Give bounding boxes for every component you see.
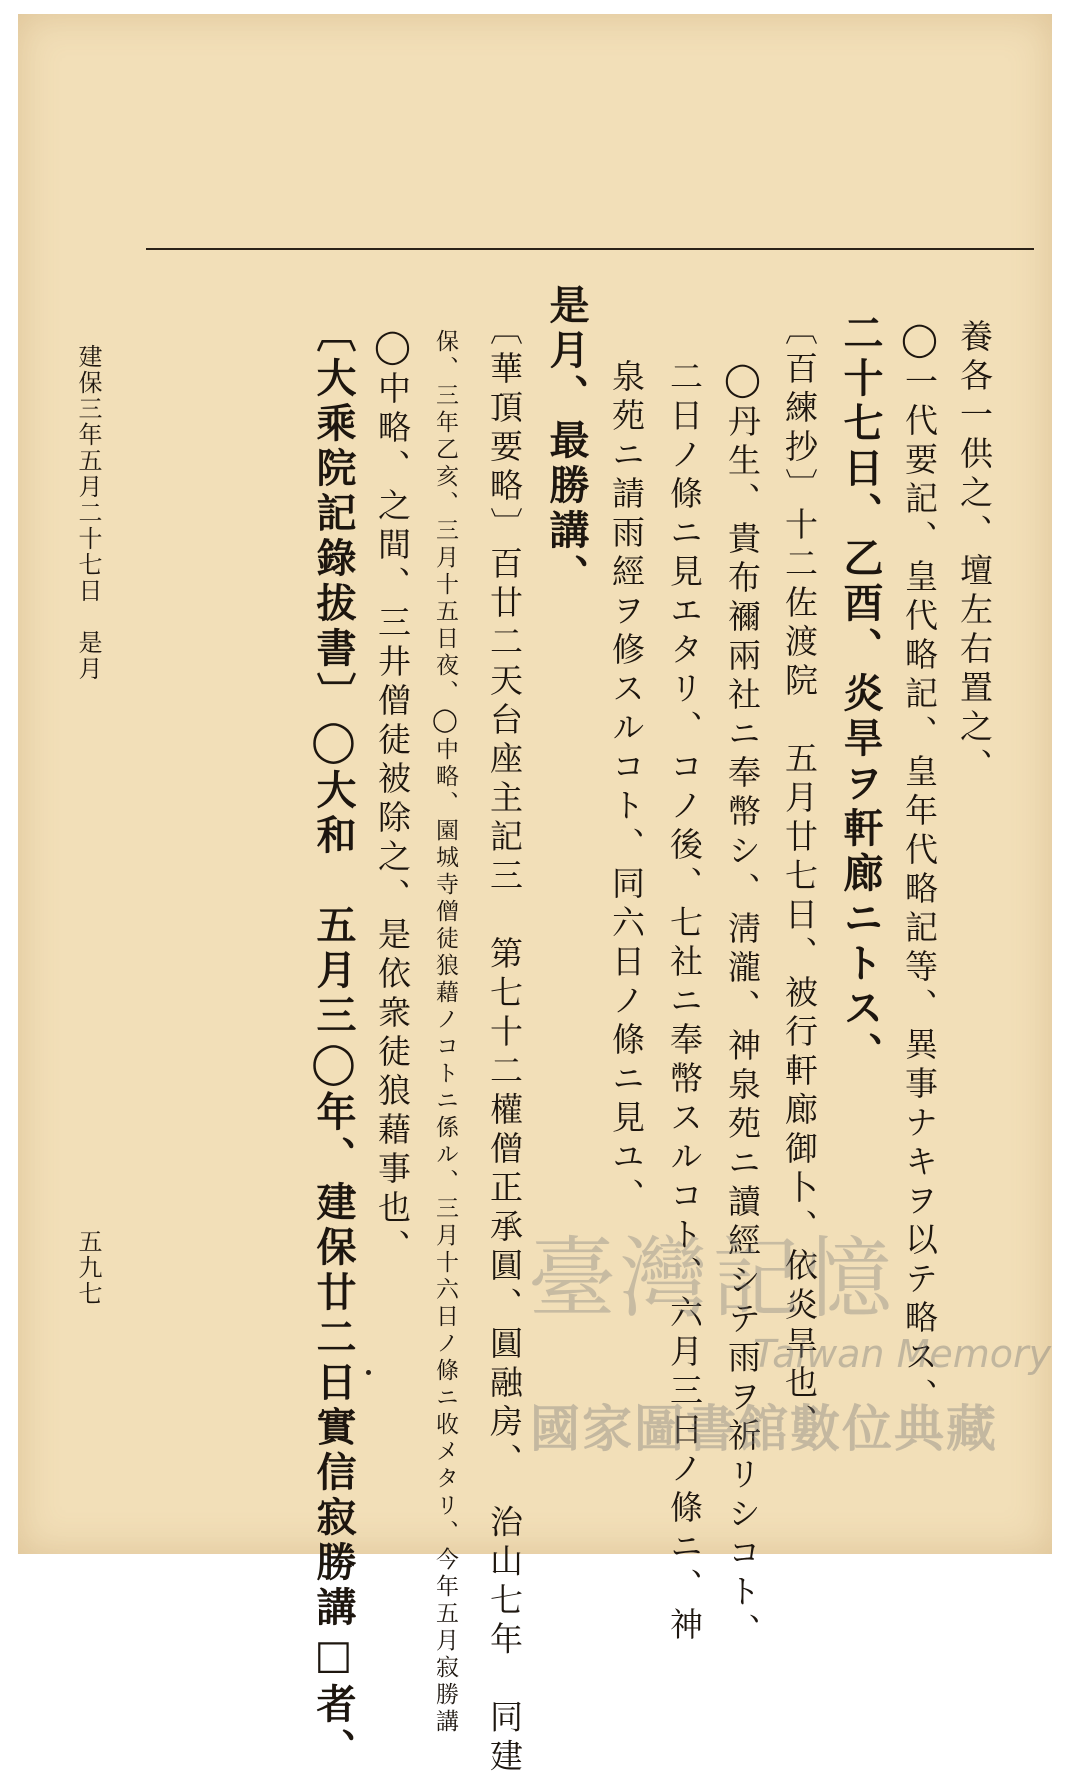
source-citation-column-3: 〔大乘院記錄拔書〕◯大和 五月三◯年、建保廿二日實信寂勝講□者、 <box>310 312 357 1773</box>
date-heading: 二十七日、乙酉、炎旱ヲ軒廊ニトス、 <box>837 312 884 1077</box>
running-head: 建保三年五月二十七日 是月 <box>74 344 102 682</box>
text-column-2: ◯一代要記、皇代略記、皇年代略記等、異事ナキヲ以テ略ス、 <box>900 319 939 1417</box>
watermark-english: Taiwan Memory <box>753 1332 1052 1376</box>
ink-dot <box>366 1370 371 1375</box>
source-citation-column-2: 〔華頂要略〕百廿二天台座主記三 第七十二權僧正承圓、圓融房、 治山七年 同建 <box>485 312 524 1778</box>
source-citation-column: 〔百練抄〕十二佐渡院 五月廿七日、被行軒廊御卜、依炎旱也、 <box>780 312 819 1443</box>
text-column-7: 泉苑ニ請雨經ヲ修スルコト、同六日ノ條ニ見ユ、 <box>607 359 646 1217</box>
page-number: 五九七 <box>74 1229 102 1307</box>
watermark-chinese: 臺灣記憶 <box>528 1227 897 1330</box>
text-column-6: 二日ノ條ニ見エタリ、コノ後、七社ニ奉幣スルコト、六月三日ノ條ニ、神 <box>665 359 704 1646</box>
text-column-10: 保、三年乙亥、三月十五日夜、◯中略、園城寺僧徒狼藉ノコトニ係ル、三月十六日ノ條ニ收メタリ、今年五月寂勝講 <box>432 329 458 1736</box>
text-column-1: 養各一供之、壇左右置之、 <box>955 319 994 787</box>
text-column-5: ◯丹生、貴布禰兩社ニ奉幣シ、淸瀧、神泉苑ニ讀經シテ雨ヲ祈リシコト、 <box>723 359 762 1652</box>
watermark-organization: 國家圖書館數位典藏 <box>530 1400 998 1458</box>
header-rule <box>146 248 1034 250</box>
document-page <box>18 14 1052 1778</box>
month-heading: 是月、最勝講、 <box>543 284 590 599</box>
text-column-11: ◯中略、之間、三井僧徒被除之、是依衆徒狼藉事也、 <box>373 326 412 1268</box>
